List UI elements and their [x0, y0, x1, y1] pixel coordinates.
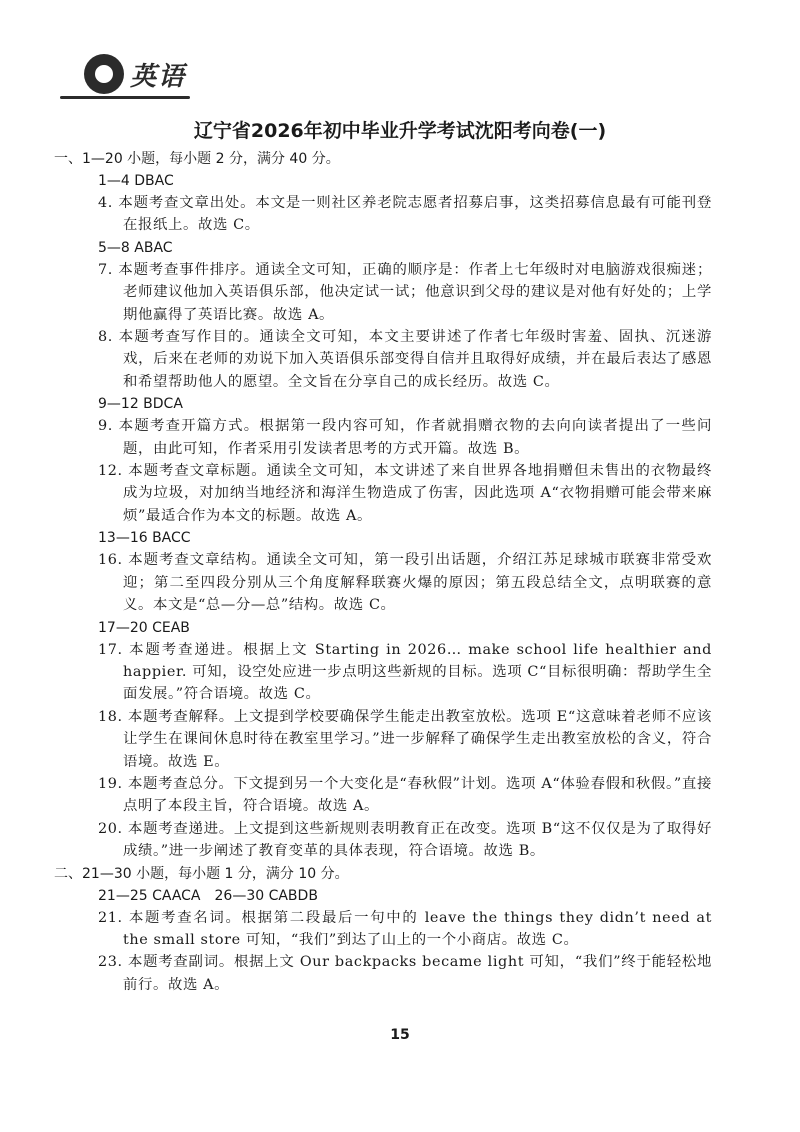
- logo-emblem-icon: [84, 54, 124, 94]
- explanation-item: 4. 本题考查文章出处。本文是一则社区养老院志愿者招募启事，这类招募信息最有可能刊登在报纸上。故选 C。: [98, 195, 712, 234]
- explanation-item: 18. 本题考查解释。上文提到学校要确保学生能走出教室放松。选项 E“这意味着老师不应该让学生在课间休息时待在教室里学习。”进一步解释了确保学生走出教室放松的含义，符合语境。故选 E。: [98, 708, 712, 770]
- page-title: 辽宁省2026年初中毕业升学考试沈阳考向卷(一): [193, 120, 607, 142]
- explanation-item: 21. 本题考查名词。根据第二段最后一句中的 leave the things they didn’t need at the small store 可知，“我们”到达了山上的一个小商店。故选 C。: [98, 909, 712, 948]
- section-heading: 一、1—20 小题，每小题 2 分，满分 40 分。: [54, 151, 340, 167]
- header-rule: [60, 96, 190, 99]
- explanation-item: 23. 本题考查副词。根据上文 Our backpacks became light 可知，“我们”终于能轻松地前行。故选 A。: [98, 954, 712, 993]
- answer-key-line: 9—12 BDCA: [98, 396, 183, 413]
- answer-key-line: 17—20 CEAB: [98, 619, 190, 636]
- section-heading: 二、21—30 小题，每小题 1 分，满分 10 分。: [54, 865, 349, 882]
- answer-key-line: 1—4 DBAC: [98, 173, 174, 189]
- explanation-item: 12. 本题考查文章标题。通读全文可知，本文讲述了来自世界各地捐赠但未售出的衣物最终成为垃圾，对加纳当地经济和海洋生物造成了伤害，因此选项 A“衣物捐赠可能会带来麻烦”最适合作为本文的标题。故选 A。: [98, 463, 712, 524]
- explanation-item: 19. 本题考查总分。下文提到另一个大变化是“春秋假”计划。选项 A“体验春假和秋假。”直接点明了本段主旨，符合语境。故选 A。: [98, 775, 712, 815]
- page-number: 15: [390, 1027, 410, 1043]
- explanation-item: 9. 本题考查开篇方式。根据第一段内容可知，作者就捐赠衣物的去向向读者提出了一些问题，由此可知，作者采用引发读者思考的方式开篇。故选 B。: [98, 418, 712, 457]
- answer-key-line: 5—8 ABAC: [98, 239, 173, 256]
- answer-key-line: 21—25 CAACA 26—30 CABDB: [98, 887, 318, 904]
- explanation-item: 8. 本题考查写作目的。通读全文可知，本文主要讲述了作者七年级时害羞、固执、沉迷游戏，后来在老师的劝说下加入英语俱乐部变得自信并且取得好成绩，并在最后表达了感恩和希望帮助他人的愿望。全文旨在分享自己的成长经历。故选 C。: [98, 329, 712, 390]
- explanation-item: 16. 本题考查文章结构。通读全文可知，第一段引出话题，介绍江苏足球城市联赛非常受欢迎；第二至四段分别从三个角度解释联赛火爆的原因；第五段总结全文，点明联赛的意义。本文是“总—分—总”结构。故选 C。: [98, 552, 712, 614]
- answer-key-line: 13—16 BACC: [98, 530, 191, 547]
- explanation-item: 20. 本题考查递进。上文提到这些新规则表明教育正在改变。选项 B“这不仅仅是为了取得好成绩。”进一步阐述了教育变革的具体表现，符合语境。故选 B。: [98, 820, 712, 860]
- explanation-item: 7. 本题考查事件排序。通读全文可知，正确的顺序是：作者上七年级时对电脑游戏很痴迷；老师建议他加入英语俱乐部，他决定试一试；他意识到父母的建议是对他有好处的；上学期他赢得了英语比赛。故选 A。: [98, 261, 712, 323]
- logo-text: 英语: [130, 61, 187, 92]
- explanation-item: 17. 本题考查递进。根据上文 Starting in 2026… make school life healthier and happier. 可知，设空处应进一步点明这些新规的目标。选项 C“目标很明确：帮助学生全面发展。”符合语境。故选 C。: [98, 641, 712, 703]
- answer-content: [54, 148, 712, 996]
- brand-logo: [84, 54, 186, 94]
